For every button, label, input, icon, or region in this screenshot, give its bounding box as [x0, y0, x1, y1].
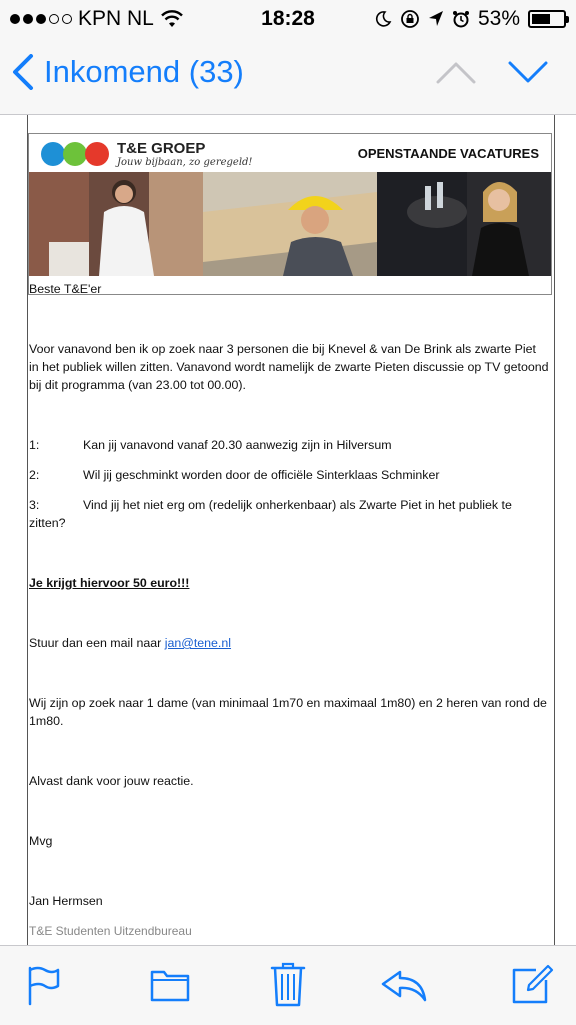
banner-photos	[29, 172, 551, 276]
chevron-down-icon	[508, 60, 548, 84]
chevron-up-icon	[436, 60, 476, 84]
message-body	[29, 280, 549, 940]
waitress-photo	[29, 172, 203, 276]
requirements-paragraph: Wij zijn op zoek naar 1 dame (van minimaal 1m70 en maximaal 1m80) en 2 heren van rond de 1m80.	[29, 696, 547, 728]
clock: 18:28	[261, 7, 315, 30]
signal-strength-icon	[10, 14, 72, 24]
chevron-left-icon	[12, 54, 34, 90]
next-message-button[interactable]	[508, 60, 548, 89]
payment-highlight: Je krijgt hiervoor 50 euro!!!	[29, 576, 190, 590]
greeting: Beste T&E'er	[29, 282, 102, 296]
closing-line: Mvg	[29, 834, 53, 848]
message-content[interactable]	[0, 115, 576, 945]
list-item: 1: Kan jij vanavond vanaf 20.30 aanwezig zijn in Hilversum	[29, 438, 392, 452]
trash-icon	[270, 960, 306, 1008]
construction-worker-photo	[203, 172, 377, 276]
navigation-bar	[0, 40, 576, 115]
location-icon	[428, 10, 444, 28]
thanks-line: Alvast dank voor jouw reactie.	[29, 774, 194, 788]
back-button[interactable]	[12, 54, 244, 90]
contact-line: Stuur dan een mail naar jan@tene.nl	[29, 636, 232, 650]
reply-button[interactable]	[380, 968, 428, 1007]
compose-button[interactable]	[510, 962, 554, 1011]
company-logo	[41, 140, 252, 168]
list-item: 3: Vind jij het niet erg om (redelijk onherkenbaar) als Zwarte Piet in het publiek te zitten?	[29, 498, 512, 530]
back-label: Inkomend (33)	[44, 54, 244, 89]
do-not-disturb-icon	[374, 10, 392, 28]
status-bar	[0, 0, 576, 40]
compose-icon	[510, 962, 554, 1006]
rotation-lock-icon	[400, 9, 420, 29]
list-item: 2: Wil jij geschminkt worden door de officiële Sinterklaas Schminker	[29, 468, 440, 482]
wifi-icon	[160, 10, 184, 28]
previous-message-button[interactable]	[436, 60, 476, 89]
email-link[interactable]: jan@tene.nl	[164, 636, 232, 650]
battery-percent: 53%	[477, 7, 520, 30]
delete-button[interactable]	[270, 960, 306, 1013]
reply-icon	[380, 968, 428, 1002]
company-name: T&E GROEP	[117, 140, 206, 157]
vacancy-banner	[28, 133, 552, 295]
move-to-folder-button[interactable]	[150, 968, 190, 1007]
battery-icon	[528, 10, 566, 28]
flag-icon	[26, 964, 62, 1006]
alarm-icon	[452, 10, 470, 28]
bottom-toolbar	[0, 945, 576, 1025]
folder-icon	[150, 968, 190, 1002]
intro-paragraph: Voor vanavond ben ik op zoek naar 3 personen die bij Knevel & van De Brink als zwarte Piet in het publiek willen zitten. Vanavond wordt namelijk de zwarte Pieten discussie op TV getoond bij dit programma (van 23.00 tot 00.00).	[29, 342, 549, 392]
signature-name: Jan Hermsen	[29, 894, 103, 908]
carrier-label: KPN NL	[78, 7, 154, 30]
flag-button[interactable]	[26, 964, 62, 1011]
company-tagline: Jouw bijbaan, zo geregeld!	[117, 157, 253, 168]
woman-with-tray-photo	[377, 172, 551, 276]
signature-company: T&E Studenten Uitzendbureau	[29, 924, 192, 938]
banner-heading: OPENSTAANDE VACATURES	[357, 146, 539, 161]
